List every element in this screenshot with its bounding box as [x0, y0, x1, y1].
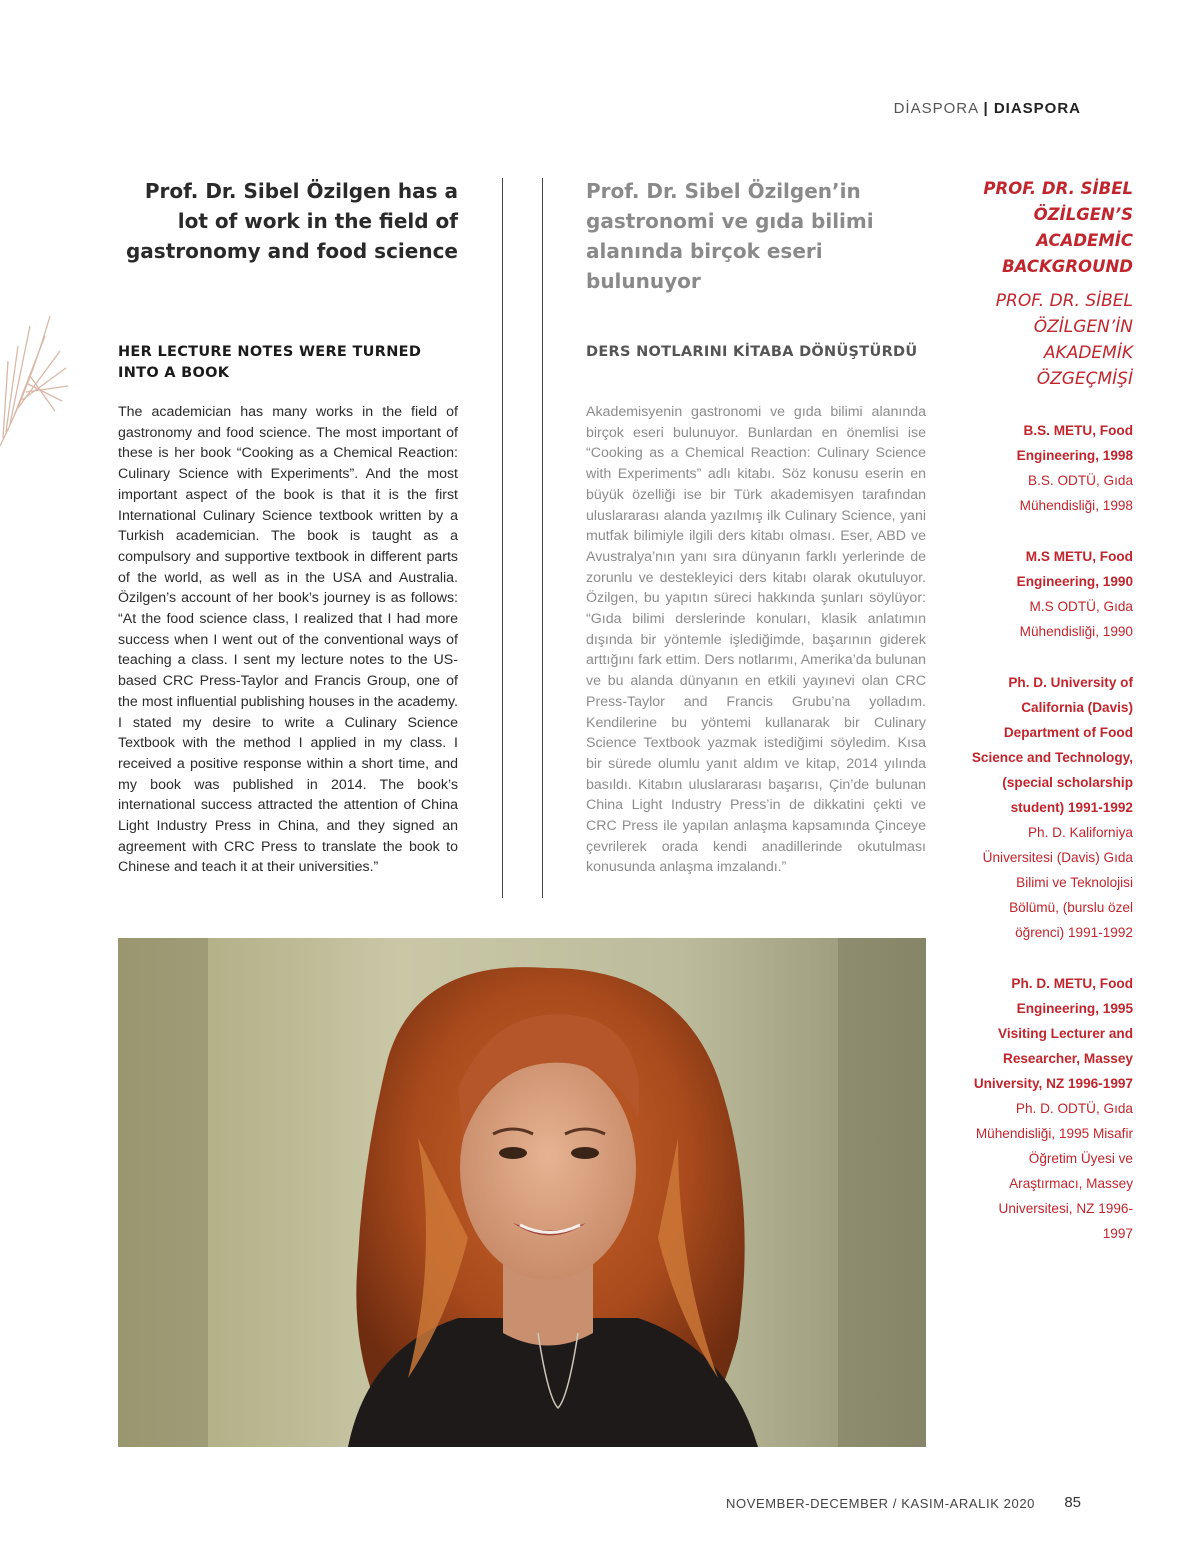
sidebar-entry [970, 418, 1133, 518]
leaf-decoration-icon [0, 306, 70, 456]
subheading-turkish: DERS NOTLARINI KİTABA DÖNÜŞTÜRDÜ [586, 344, 918, 360]
sidebar-entry [970, 544, 1133, 644]
sidebar-title-english: PROF. DR. SİBEL ÖZİLGEN’S ACADEMİC BACKGROUND [983, 179, 1133, 276]
section-separator: | [983, 100, 989, 117]
portrait-photo [118, 938, 926, 1447]
pull-quote-english: Prof. Dr. Sibel Özilgen has a lot of work in the field of gastronomy and food science [125, 179, 458, 263]
section-label-en: DIASPORA [993, 100, 1081, 117]
section-label [894, 100, 1081, 117]
page-number: 85 [1064, 1494, 1081, 1511]
sidebar-entry-turkish: M.S ODTÜ, Gıda Mühendisliği, 1990 [1019, 599, 1133, 639]
body-text-turkish: Akademisyenin gastronomi ve gıda bilimi alanında birçok eseri bulunuyor. Bunlardan en önemlisi ise “Cooking as a Chemical Reaction: Culinary Science with Experiments” adlı kitabı. Söz konusu eserin en büyük özelliği ise bir Türk akademisyen tarafından uluslararası alanda yazılmış ilk Culinary Science, yani mutfak bilimiyle ilgili ders kitabı olması. Eser, ABD ve Avustralya’nın yanı sıra dünyanın farklı yerlerinde de zorunlu ve destekleyici ders kitabı olarak okutuluyor. Özilgen, bu yapıtın süreci hakkında şunları söylüyor: “Gıda bilimi derslerinde konuları, klasik anlatımın dışında bir yöntemle işlediğimde, başarının giderek arttığını fark ettim. Ders notlarımı, Amerika’da bulunan ve bu alanda dünyanın en etkili yayınevi olan CRC Press-Taylor and Francis Grubu’na yolladım. Kendilerine bu yöntemi kullanarak bir Culinary Science Textbook yazmak istediğimi söyledim. Kısa bir sürede olumlu yanıt aldım ve kitap, 2014 yılında basıldı. Kitabın uluslararası başarısı, Çin’de bulunan China Light Industry Press’in de dikkatini çekti ve CRC Press ile yapılan anlaşma kapsamında Çinceye çevrilerek orada kendi anadillerinde okutulması konusunda anlaşma imzalandı.” [586, 404, 926, 876]
column-divider [542, 178, 543, 898]
section-label-tr: DİASPORA [893, 100, 979, 117]
sidebar-entry-english: B.S. METU, Food Engineering, 1998 [1016, 423, 1133, 463]
sidebar-entry-turkish: B.S. ODTÜ, Gıda Mühendisliği, 1998 [1019, 473, 1133, 513]
sidebar-entry [970, 971, 1133, 1246]
sidebar-entry-turkish: Ph. D. ODTÜ, Gıda Mühendisliği, 1995 Misafir Öğretim Üyesi ve Araştırmacı, Massey Universitesi, NZ 1996-1997 [975, 1101, 1133, 1241]
column-divider [502, 178, 503, 898]
subheading-english: HER LECTURE NOTES WERE TURNED INTO A BOOK [118, 344, 422, 381]
sidebar-entry-english: M.S METU, Food Engineering, 1990 [1016, 549, 1133, 589]
sidebar-entry-english: Ph. D. University of California (Davis) Department of Food Science and Technology, (special scholarship student) 1991-1992 [971, 675, 1133, 815]
body-text-english: The academician has many works in the field of gastronomy and food science. The most important of these is her book “Cooking as a Chemical Reaction: Culinary Science with Experiments”. And the most important aspect of the book is that it is the first International Culinary Science textbook written by a Turkish academician. The book is taught as a compulsory and supportive textbook in different parts of the world, as well as in the USA and Australia. Özilgen’s account of her book’s journey is as follows: “At the food science class, I realized that I had more success when I went out of the conventional ways of teaching a class. I sent my lecture notes to the US-based CRC Press-Taylor and Francis Group, one of the most influential publishing houses in the academy. I stated my desire to write a Culinary Science Textbook with the method I applied in my class. I received a positive response within a short time, and my book was published in 2014. The book’s international success attracted the attention of China Light Industry Press in China, and they signed an agreement with CRC Press to translate the book to Chinese and teach it at their universities.” [118, 404, 458, 876]
pull-quote-turkish: Prof. Dr. Sibel Özilgen’in gastronomi ve gıda bilimi alanında birçok eseri bulunuyor [586, 179, 874, 293]
issue-date: NOVEMBER-DECEMBER / KASIM-ARALIK 2020 [726, 1496, 1035, 1511]
sidebar-title-turkish: PROF. DR. SİBEL ÖZİLGEN’İN AKADEMİK ÖZGEÇMİŞİ [995, 291, 1133, 389]
sidebar-entry-turkish: Ph. D. Kaliforniya Üniversitesi (Davis) Gıda Bilimi ve Teknolojisi Bölümü, (burslu özel öğrenci) 1991-1992 [982, 825, 1133, 940]
academic-background-sidebar [970, 176, 1133, 1246]
sidebar-entry-english: Ph. D. METU, Food Engineering, 1995 Visiting Lecturer and Researcher, Massey University, NZ 1996-1997 [973, 976, 1133, 1091]
sidebar-entry [970, 670, 1133, 945]
